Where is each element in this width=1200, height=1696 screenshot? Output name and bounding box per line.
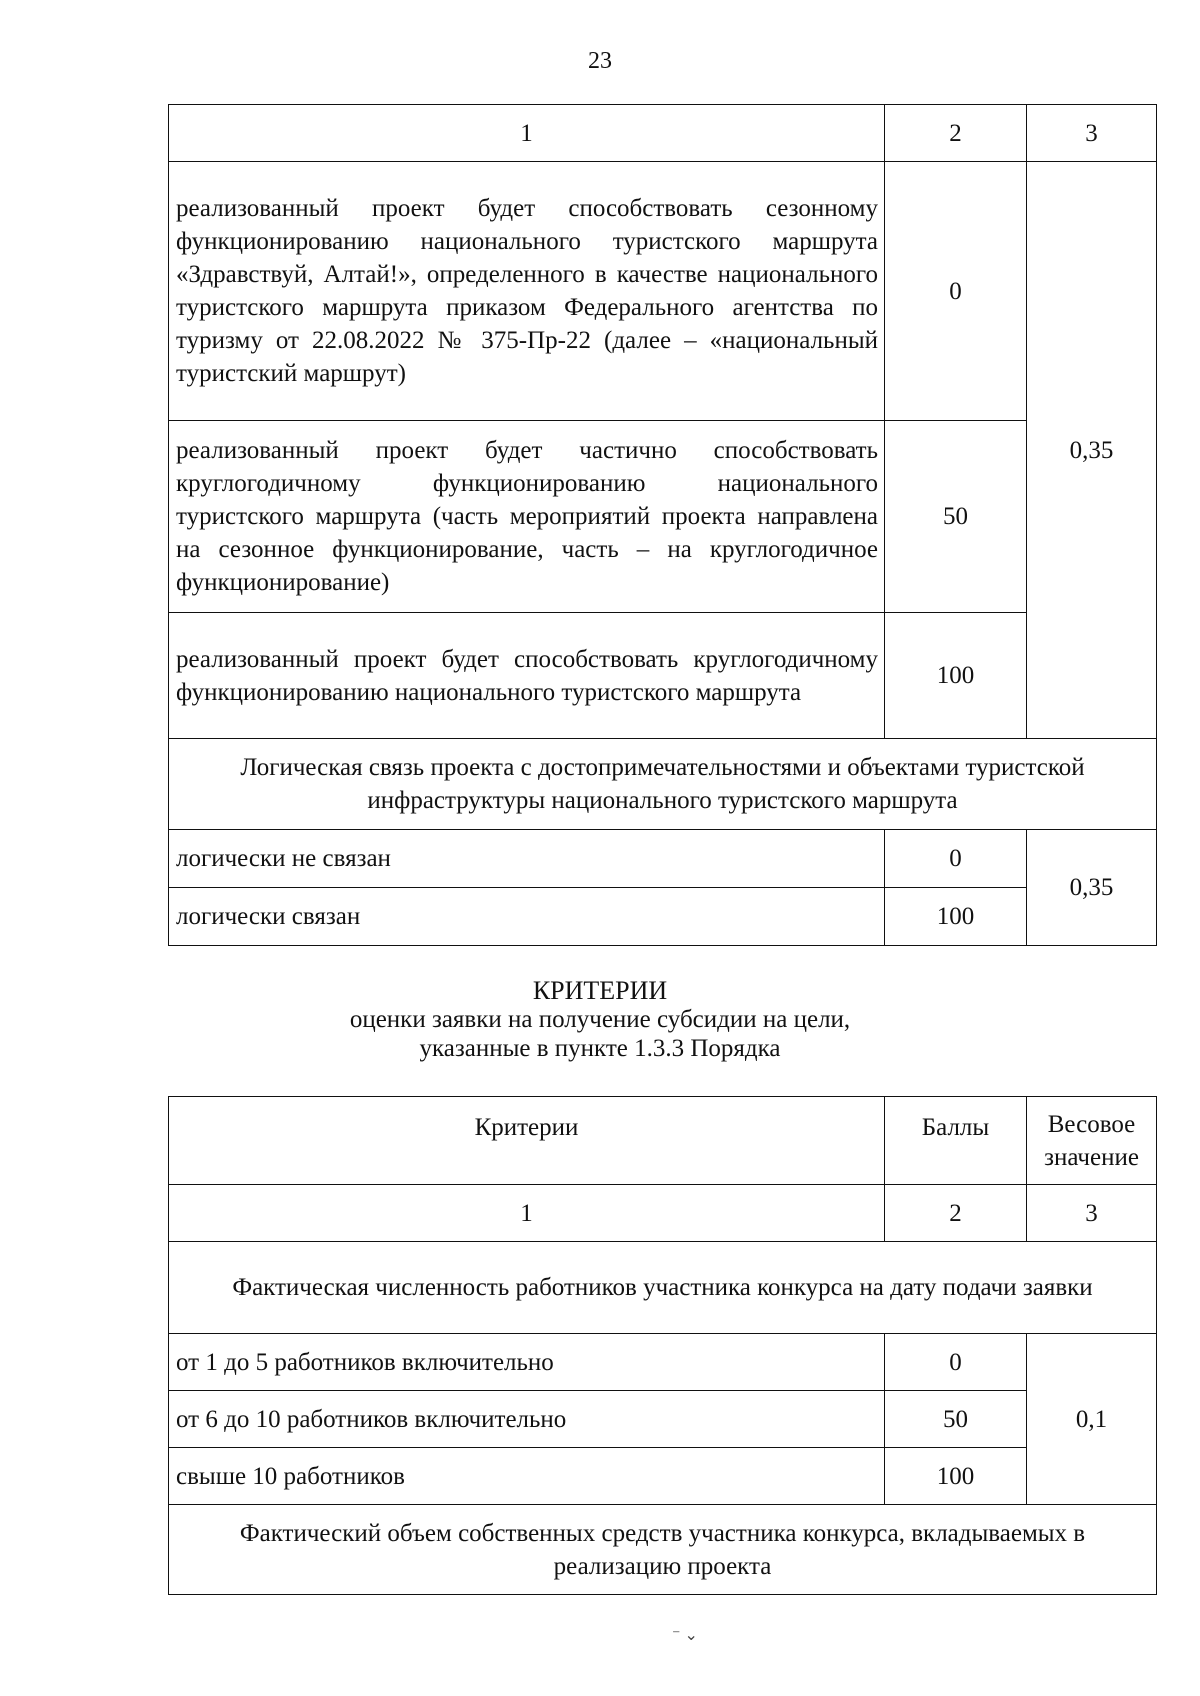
section-title-row	[169, 1505, 1157, 1595]
scan-artifact: ⁻ ⌄	[672, 1627, 698, 1644]
criterion-text: реализованный проект будет способствовать сезонному функционированию национального туристского маршрута «Здравствуй, Алтай!», определенного в качестве национального туристского маршрута приказом Федерального агентства по туризму от 22.08.2022 № 375-Пр-22 (далее – «национальный туристский маршрут)	[169, 162, 885, 421]
table-row	[169, 613, 1157, 739]
criterion-score: 0	[885, 162, 1027, 421]
criterion-score: 0	[885, 1334, 1027, 1391]
weight-value: 0,35	[1027, 830, 1157, 946]
table-row	[169, 1391, 1157, 1448]
page-number: 23	[588, 48, 612, 74]
header-row	[169, 1097, 1157, 1185]
section-title: Фактическая численность работников участника конкурса на дату подачи заявки	[169, 1242, 1157, 1334]
section-title: Логическая связь проекта с достопримечательностями и объектами туристской инфраструктуры национального туристского маршрута	[169, 739, 1157, 830]
criterion-text: логически не связан	[169, 830, 885, 888]
header-criteria: Критерии	[169, 1097, 885, 1185]
criterion-text: от 6 до 10 работников включительно	[169, 1391, 885, 1448]
column-number-1: 1	[169, 105, 885, 162]
criterion-score: 50	[885, 421, 1027, 613]
criterion-score: 100	[885, 1448, 1027, 1505]
section-heading	[0, 976, 1200, 1063]
criterion-text: реализованный проект будет частично способствовать круглогодичному функционированию национального туристского маршрута (часть мероприятий проекта направлена на сезонное функционирование, часть – на круглогодичное функционирование)	[169, 421, 885, 613]
criterion-score: 100	[885, 613, 1027, 739]
header-weight: Весовое значение	[1027, 1097, 1157, 1185]
section-title-row	[169, 739, 1157, 830]
column-number-2: 2	[885, 105, 1027, 162]
table-row	[169, 162, 1157, 421]
table-row	[169, 1334, 1157, 1391]
criterion-text: логически связан	[169, 888, 885, 946]
table-row	[169, 888, 1157, 946]
table-row	[169, 830, 1157, 888]
table-row	[169, 421, 1157, 613]
weight-value: 0,1	[1027, 1334, 1157, 1505]
heading-subtitle-line1: оценки заявки на получение субсидии на цели,	[349, 1006, 851, 1033]
header-points: Баллы	[885, 1097, 1027, 1185]
section-title: Фактический объем собственных средств участника конкурса, вкладываемых в реализацию проекта	[169, 1505, 1157, 1595]
weight-value: 0,35	[1027, 162, 1157, 739]
criterion-score: 50	[885, 1391, 1027, 1448]
column-number-3: 3	[1027, 105, 1157, 162]
column-number-row	[169, 1185, 1157, 1242]
table-row	[169, 1448, 1157, 1505]
heading-title: КРИТЕРИИ	[532, 976, 668, 1005]
criteria-table	[168, 1096, 1157, 1595]
column-number-2: 2	[885, 1185, 1027, 1242]
criterion-text: реализованный проект будет способствовать круглогодичному функционированию национального туристского маршрута	[169, 613, 885, 739]
criterion-text: свыше 10 работников	[169, 1448, 885, 1505]
criteria-table-continued	[168, 104, 1157, 946]
column-number-3: 3	[1027, 1185, 1157, 1242]
criterion-text: от 1 до 5 работников включительно	[169, 1334, 885, 1391]
section-title-row	[169, 1242, 1157, 1334]
heading-subtitle-line2: указанные в пункте 1.3.3 Порядка	[419, 1035, 781, 1062]
column-number-1: 1	[169, 1185, 885, 1242]
column-number-row	[169, 105, 1157, 162]
criterion-score: 0	[885, 830, 1027, 888]
criterion-score: 100	[885, 888, 1027, 946]
